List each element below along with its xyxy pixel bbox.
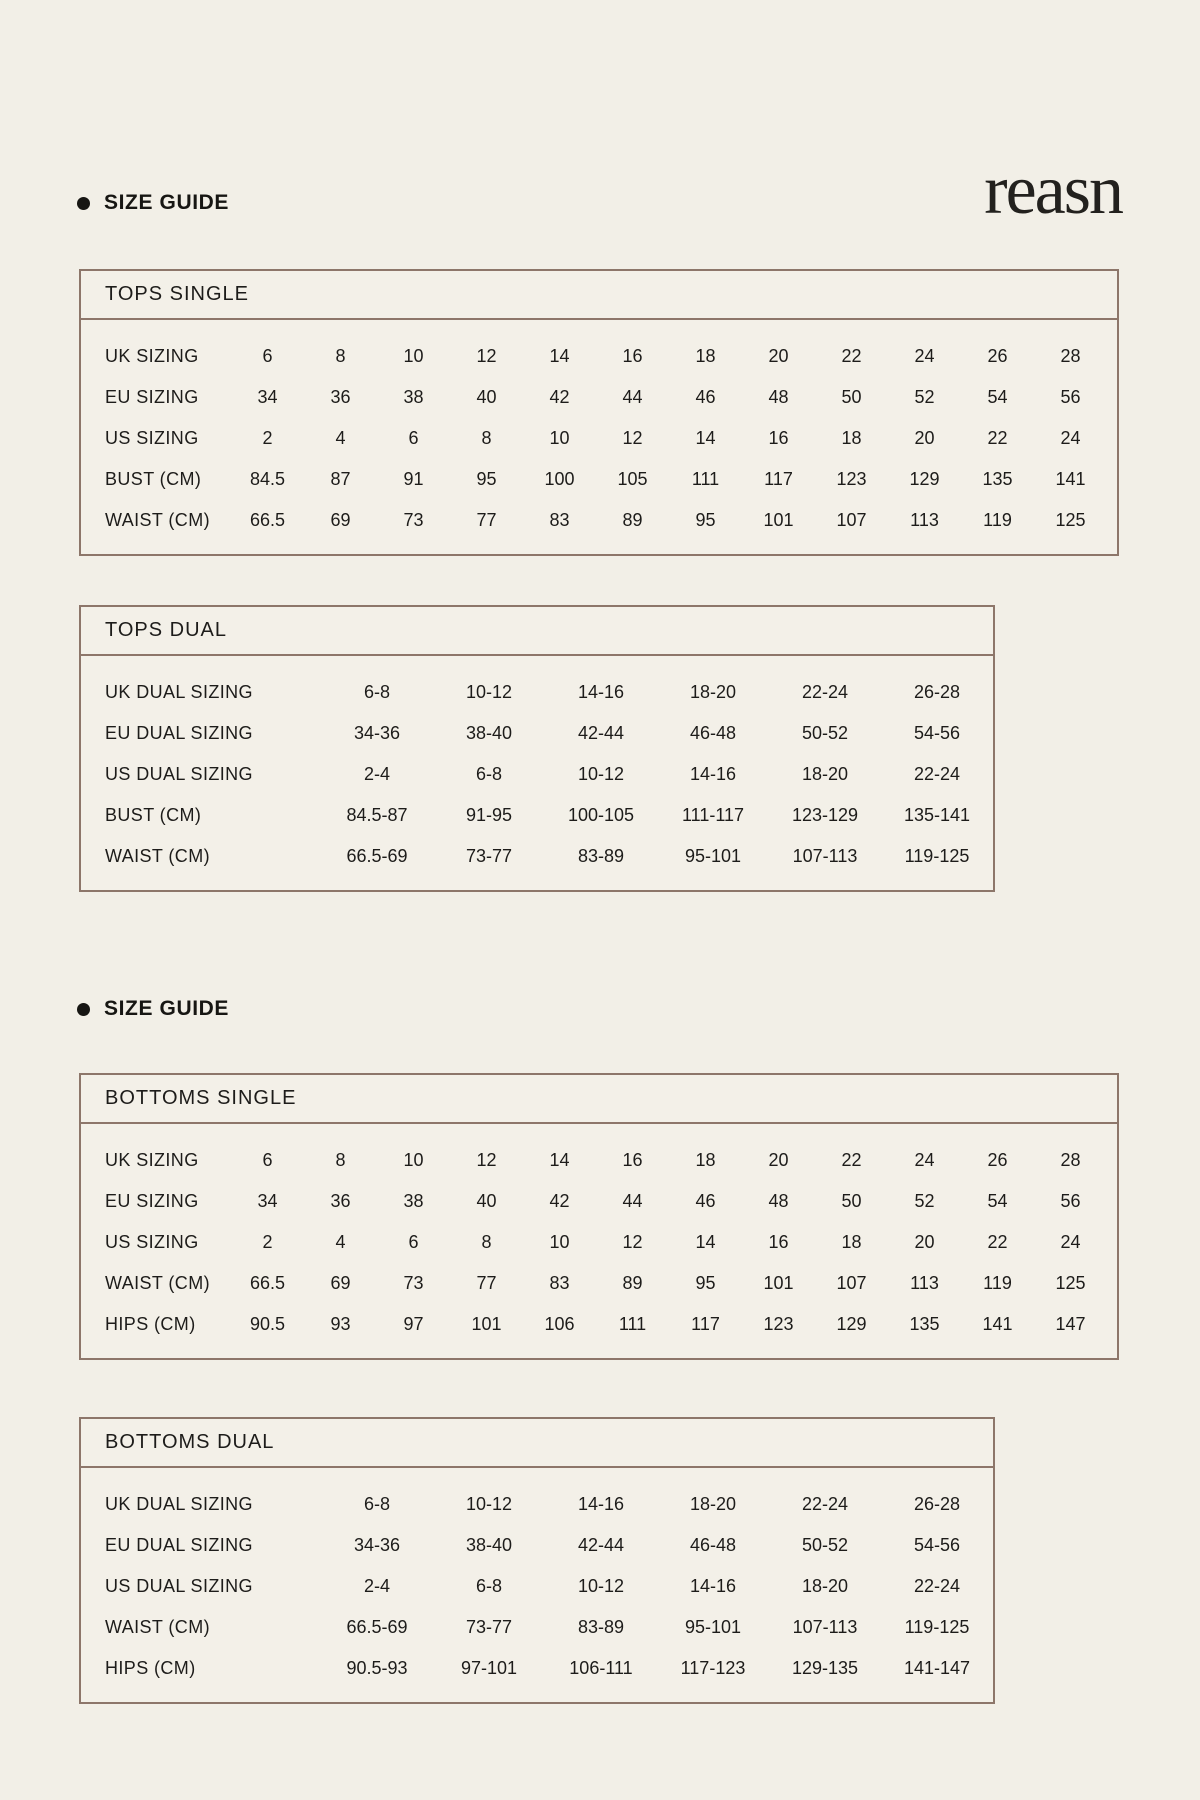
size-value: 22-24 bbox=[801, 682, 849, 702]
size-value: 6 bbox=[262, 1150, 273, 1170]
size-value: 95-101 bbox=[684, 846, 742, 866]
size-value: 91 bbox=[403, 469, 424, 489]
table-row bbox=[81, 836, 993, 877]
size-value: 20 bbox=[914, 428, 935, 448]
bullet-icon bbox=[77, 1003, 90, 1016]
row-label: HIPS (CM) bbox=[105, 1658, 196, 1678]
size-value: 2 bbox=[262, 1232, 273, 1252]
size-value: 52 bbox=[914, 1191, 935, 1211]
size-value: 141 bbox=[982, 1314, 1013, 1334]
size-value: 119 bbox=[983, 1273, 1012, 1293]
size-value: 107-113 bbox=[792, 846, 858, 866]
size-value: 24 bbox=[914, 1150, 935, 1170]
table-row bbox=[81, 1648, 993, 1689]
size-value: 89 bbox=[622, 510, 643, 530]
size-value: 117 bbox=[764, 469, 793, 489]
row-label: HIPS (CM) bbox=[105, 1314, 196, 1334]
size-value: 24 bbox=[1060, 1232, 1081, 1252]
row-label: US DUAL SIZING bbox=[105, 1576, 253, 1596]
size-value: 18-20 bbox=[801, 764, 849, 784]
table-row bbox=[81, 459, 1117, 500]
size-value: 44 bbox=[622, 387, 643, 407]
size-value: 14 bbox=[549, 346, 570, 366]
size-value: 18 bbox=[841, 428, 862, 448]
tops-dual-table bbox=[79, 605, 995, 892]
row-label: UK SIZING bbox=[105, 1150, 199, 1170]
table-title: TOPS SINGLE bbox=[81, 271, 1117, 320]
size-value: 12 bbox=[622, 428, 643, 448]
size-value: 2-4 bbox=[363, 764, 390, 784]
size-value: 111 bbox=[618, 1314, 647, 1334]
size-value: 24 bbox=[914, 346, 935, 366]
table-rows bbox=[81, 1124, 1117, 1358]
table-title: BOTTOMS DUAL bbox=[81, 1419, 993, 1468]
size-value: 100 bbox=[544, 469, 575, 489]
size-value: 54 bbox=[987, 387, 1008, 407]
size-value: 106 bbox=[544, 1314, 575, 1334]
size-value: 34-36 bbox=[353, 1535, 401, 1555]
size-value: 10 bbox=[549, 428, 570, 448]
size-value: 38 bbox=[403, 1191, 424, 1211]
size-value: 107-113 bbox=[792, 1617, 858, 1637]
size-value: 6 bbox=[408, 1232, 419, 1252]
table-rows bbox=[81, 656, 993, 890]
size-value: 22 bbox=[841, 1150, 862, 1170]
size-value: 95 bbox=[476, 469, 497, 489]
size-value: 18 bbox=[841, 1232, 862, 1252]
size-value: 46 bbox=[695, 1191, 716, 1211]
size-value: 26 bbox=[987, 1150, 1008, 1170]
size-value: 44 bbox=[622, 1191, 643, 1211]
size-value: 22-24 bbox=[801, 1494, 849, 1514]
size-value: 125 bbox=[1055, 1273, 1086, 1293]
size-value: 6-8 bbox=[363, 1494, 390, 1514]
size-value: 14 bbox=[549, 1150, 570, 1170]
size-value: 77 bbox=[476, 510, 497, 530]
size-value: 54-56 bbox=[913, 723, 961, 743]
size-value: 66.5 bbox=[249, 1273, 286, 1293]
size-value: 40 bbox=[476, 387, 497, 407]
size-value: 73-77 bbox=[465, 846, 513, 866]
size-value: 10-12 bbox=[577, 764, 625, 784]
heading-label: SIZE GUIDE bbox=[104, 997, 230, 1020]
size-value: 141-147 bbox=[903, 1658, 971, 1678]
size-value: 129 bbox=[836, 1314, 867, 1334]
size-value: 119 bbox=[983, 510, 1012, 530]
tops-single-table bbox=[79, 269, 1119, 556]
size-value: 95-101 bbox=[684, 1617, 742, 1637]
table-title: BOTTOMS SINGLE bbox=[81, 1075, 1117, 1124]
row-label: EU DUAL SIZING bbox=[105, 1535, 253, 1555]
size-value: 73-77 bbox=[465, 1617, 513, 1637]
size-value: 14-16 bbox=[577, 1494, 625, 1514]
bottoms-dual-table bbox=[79, 1417, 995, 1704]
size-value: 56 bbox=[1060, 1191, 1081, 1211]
size-guide-heading-bottoms bbox=[77, 997, 229, 1021]
row-label: US SIZING bbox=[105, 1232, 199, 1252]
table-row bbox=[81, 795, 993, 836]
size-value: 14-16 bbox=[689, 1576, 737, 1596]
size-value: 117 bbox=[691, 1314, 720, 1334]
size-value: 101 bbox=[763, 1273, 794, 1293]
row-label: UK SIZING bbox=[105, 346, 199, 366]
size-value: 100-105 bbox=[567, 805, 635, 825]
bottoms-single-table bbox=[79, 1073, 1119, 1360]
table-row bbox=[81, 672, 993, 713]
size-value: 22-24 bbox=[913, 764, 961, 784]
table-title: TOPS DUAL bbox=[81, 607, 993, 656]
size-value: 125 bbox=[1055, 510, 1086, 530]
size-value: 20 bbox=[914, 1232, 935, 1252]
row-label: BUST (CM) bbox=[105, 469, 202, 489]
size-value: 107 bbox=[836, 1273, 867, 1293]
size-value: 48 bbox=[768, 1191, 789, 1211]
table-row bbox=[81, 377, 1117, 418]
size-value: 10 bbox=[549, 1232, 570, 1252]
size-value: 50 bbox=[841, 1191, 862, 1211]
size-value: 10-12 bbox=[577, 1576, 625, 1596]
size-value: 16 bbox=[622, 1150, 643, 1170]
row-label: UK DUAL SIZING bbox=[105, 1494, 253, 1514]
size-value: 111 bbox=[691, 469, 720, 489]
size-value: 8 bbox=[335, 346, 346, 366]
size-value: 14 bbox=[695, 428, 716, 448]
size-value: 83-89 bbox=[577, 846, 625, 866]
table-rows bbox=[81, 320, 1117, 554]
size-value: 107 bbox=[836, 510, 867, 530]
size-value: 38-40 bbox=[465, 723, 513, 743]
size-value: 36 bbox=[330, 1191, 351, 1211]
size-value: 6 bbox=[262, 346, 273, 366]
size-value: 90.5-93 bbox=[346, 1658, 408, 1678]
size-value: 14-16 bbox=[577, 682, 625, 702]
row-label: WAIST (CM) bbox=[105, 1273, 210, 1293]
bullet-icon bbox=[77, 197, 90, 210]
size-value: 40 bbox=[476, 1191, 497, 1211]
size-value: 135 bbox=[909, 1314, 940, 1334]
size-value: 8 bbox=[481, 1232, 492, 1252]
table-row bbox=[81, 418, 1117, 459]
size-value: 22 bbox=[841, 346, 862, 366]
size-value: 4 bbox=[335, 428, 346, 448]
size-value: 90.5 bbox=[249, 1314, 286, 1334]
row-label: EU SIZING bbox=[105, 1191, 199, 1211]
row-label: BUST (CM) bbox=[105, 805, 202, 825]
size-value: 52 bbox=[914, 387, 935, 407]
size-value: 18-20 bbox=[689, 682, 737, 702]
size-value: 12 bbox=[476, 346, 497, 366]
size-value: 8 bbox=[481, 428, 492, 448]
size-value: 54 bbox=[987, 1191, 1008, 1211]
size-value: 36 bbox=[330, 387, 351, 407]
row-label: UK DUAL SIZING bbox=[105, 682, 253, 702]
size-value: 12 bbox=[622, 1232, 643, 1252]
size-value: 6-8 bbox=[475, 1576, 502, 1596]
row-label: WAIST (CM) bbox=[105, 846, 210, 866]
size-value: 113 bbox=[910, 510, 939, 530]
size-value: 56 bbox=[1060, 387, 1081, 407]
size-value: 83 bbox=[549, 1273, 570, 1293]
size-value: 87 bbox=[330, 469, 351, 489]
size-value: 2-4 bbox=[363, 1576, 390, 1596]
size-value: 69 bbox=[330, 510, 351, 530]
size-value: 111-117 bbox=[681, 805, 745, 825]
size-value: 20 bbox=[768, 1150, 789, 1170]
size-value: 50 bbox=[841, 387, 862, 407]
size-value: 93 bbox=[330, 1314, 351, 1334]
row-label: US SIZING bbox=[105, 428, 199, 448]
size-value: 6-8 bbox=[475, 764, 502, 784]
row-label: WAIST (CM) bbox=[105, 510, 210, 530]
size-value: 16 bbox=[768, 1232, 789, 1252]
size-value: 38 bbox=[403, 387, 424, 407]
size-value: 123 bbox=[763, 1314, 794, 1334]
size-value: 10-12 bbox=[465, 682, 513, 702]
table-row bbox=[81, 1304, 1117, 1345]
size-value: 42 bbox=[549, 1191, 570, 1211]
size-value: 135 bbox=[982, 469, 1013, 489]
size-value: 95 bbox=[695, 1273, 716, 1293]
size-value: 119-125 bbox=[904, 846, 970, 866]
size-value: 48 bbox=[768, 387, 789, 407]
size-value: 147 bbox=[1055, 1314, 1086, 1334]
size-value: 54-56 bbox=[913, 1535, 961, 1555]
table-row bbox=[81, 1484, 993, 1525]
size-value: 10 bbox=[403, 1150, 424, 1170]
size-value: 117-123 bbox=[680, 1658, 746, 1678]
table-row bbox=[81, 1566, 993, 1607]
size-value: 2 bbox=[262, 428, 273, 448]
size-value: 135-141 bbox=[903, 805, 971, 825]
size-value: 66.5-69 bbox=[346, 846, 408, 866]
size-value: 77 bbox=[476, 1273, 497, 1293]
size-value: 46-48 bbox=[689, 1535, 737, 1555]
size-value: 28 bbox=[1060, 346, 1081, 366]
size-value: 8 bbox=[335, 1150, 346, 1170]
size-value: 83 bbox=[549, 510, 570, 530]
size-value: 89 bbox=[622, 1273, 643, 1293]
size-value: 129 bbox=[909, 469, 940, 489]
row-label: EU SIZING bbox=[105, 387, 199, 407]
size-value: 42 bbox=[549, 387, 570, 407]
size-value: 123 bbox=[836, 469, 867, 489]
table-row bbox=[81, 1181, 1117, 1222]
table-row bbox=[81, 1140, 1117, 1181]
size-guide-heading-tops bbox=[77, 191, 229, 215]
size-value: 14-16 bbox=[689, 764, 737, 784]
row-label: EU DUAL SIZING bbox=[105, 723, 253, 743]
size-value: 26 bbox=[987, 346, 1008, 366]
table-row bbox=[81, 713, 993, 754]
size-value: 26-28 bbox=[913, 682, 961, 702]
table-row bbox=[81, 336, 1117, 377]
size-value: 141 bbox=[1055, 469, 1086, 489]
size-value: 10-12 bbox=[465, 1494, 513, 1514]
size-value: 34 bbox=[257, 387, 278, 407]
size-value: 101 bbox=[471, 1314, 502, 1334]
size-value: 18 bbox=[695, 1150, 716, 1170]
brand-logo: reasn bbox=[984, 152, 1122, 229]
size-value: 26-28 bbox=[913, 1494, 961, 1514]
size-value: 10 bbox=[403, 346, 424, 366]
size-value: 18 bbox=[695, 346, 716, 366]
size-value: 42-44 bbox=[577, 723, 625, 743]
table-row bbox=[81, 1222, 1117, 1263]
size-value: 113 bbox=[910, 1273, 939, 1293]
size-value: 22 bbox=[987, 1232, 1008, 1252]
table-row bbox=[81, 1607, 993, 1648]
size-value: 12 bbox=[476, 1150, 497, 1170]
row-label: WAIST (CM) bbox=[105, 1617, 210, 1637]
size-value: 105 bbox=[617, 469, 648, 489]
size-value: 91-95 bbox=[465, 805, 513, 825]
size-value: 34-36 bbox=[353, 723, 401, 743]
size-value: 28 bbox=[1060, 1150, 1081, 1170]
size-value: 97-101 bbox=[460, 1658, 518, 1678]
size-value: 119-125 bbox=[904, 1617, 970, 1637]
size-value: 38-40 bbox=[465, 1535, 513, 1555]
table-row bbox=[81, 754, 993, 795]
size-value: 83-89 bbox=[577, 1617, 625, 1637]
size-value: 66.5 bbox=[249, 510, 286, 530]
size-value: 22-24 bbox=[913, 1576, 961, 1596]
size-value: 16 bbox=[622, 346, 643, 366]
table-rows bbox=[81, 1468, 993, 1702]
size-value: 42-44 bbox=[577, 1535, 625, 1555]
table-row bbox=[81, 500, 1117, 541]
size-value: 84.5 bbox=[249, 469, 286, 489]
size-value: 69 bbox=[330, 1273, 351, 1293]
size-value: 18-20 bbox=[689, 1494, 737, 1514]
size-value: 4 bbox=[335, 1232, 346, 1252]
size-value: 22 bbox=[987, 428, 1008, 448]
size-value: 95 bbox=[695, 510, 716, 530]
size-value: 46 bbox=[695, 387, 716, 407]
size-value: 18-20 bbox=[801, 1576, 849, 1596]
size-value: 123-129 bbox=[791, 805, 859, 825]
size-value: 24 bbox=[1060, 428, 1081, 448]
heading-label: SIZE GUIDE bbox=[104, 191, 230, 214]
size-value: 66.5-69 bbox=[346, 1617, 408, 1637]
size-value: 20 bbox=[768, 346, 789, 366]
size-value: 129-135 bbox=[791, 1658, 859, 1678]
size-value: 16 bbox=[768, 428, 789, 448]
size-value: 34 bbox=[257, 1191, 278, 1211]
size-value: 14 bbox=[695, 1232, 716, 1252]
size-value: 50-52 bbox=[801, 723, 849, 743]
size-value: 106-111 bbox=[569, 1658, 633, 1678]
table-row bbox=[81, 1263, 1117, 1304]
size-value: 6-8 bbox=[363, 682, 390, 702]
table-row bbox=[81, 1525, 993, 1566]
size-value: 101 bbox=[763, 510, 794, 530]
size-value: 50-52 bbox=[801, 1535, 849, 1555]
row-label: US DUAL SIZING bbox=[105, 764, 253, 784]
size-value: 73 bbox=[403, 1273, 424, 1293]
size-value: 84.5-87 bbox=[346, 805, 408, 825]
size-value: 6 bbox=[408, 428, 419, 448]
size-value: 46-48 bbox=[689, 723, 737, 743]
size-value: 73 bbox=[403, 510, 424, 530]
size-value: 97 bbox=[403, 1314, 424, 1334]
